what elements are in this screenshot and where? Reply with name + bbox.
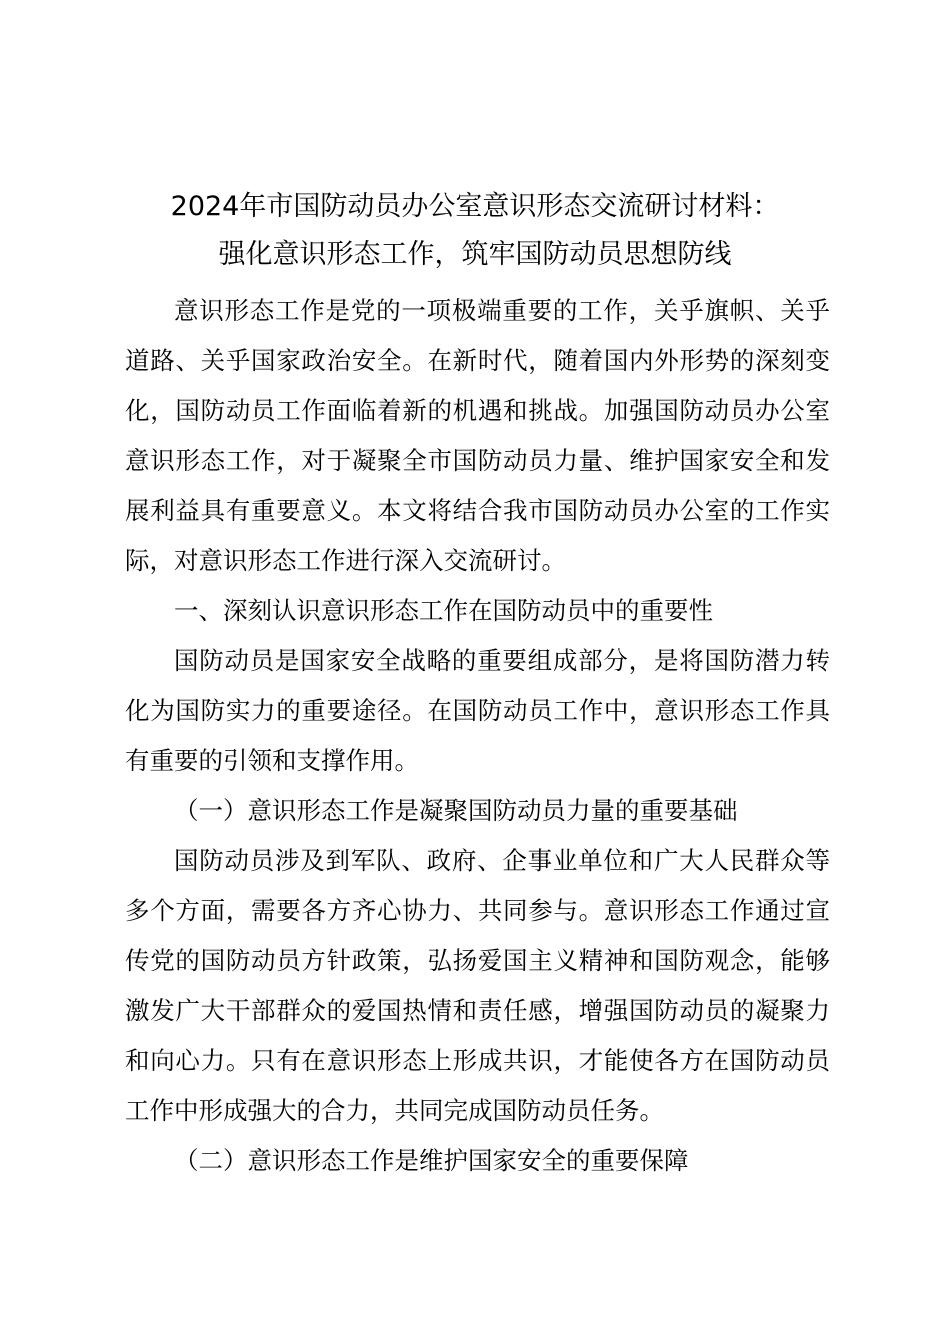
body-paragraph: 国防动员是国家安全战略的重要组成部分，是将国防潜力转化为国防实力的重要途径。在国防动员工作中，意识形态工作具有重要的引领和支撑作用。 (125, 646, 830, 775)
section-heading-1: 一、深刻认识意识形态工作在国防动员中的重要性 (174, 596, 713, 625)
document-title-line-2: 强化意识形态工作，筑牢国防动员思想防线 (218, 239, 732, 270)
document-body (125, 286, 830, 1186)
intro-paragraph: 意识形态工作是党的一项极端重要的工作，关乎旗帜、关乎道路、关乎国家政治安全。在新时代，随着国内外形势的深刻变化，国防动员工作面临着新的机遇和挑战。加强国防动员办公室意识形态工作，对于凝聚全市国防动员力量、维护国家安全和发展利益具有重要意义。本文将结合我市国防动员办公室的工作实际，对意识形态工作进行深入交流研讨。 (125, 296, 830, 575)
subsection-heading-1: （一）意识形态工作是凝聚国防动员力量的重要基础 (174, 796, 738, 825)
body-paragraph: 国防动员涉及到军队、政府、企事业单位和广大人民群众等多个方面，需要各方齐心协力、共同参与。意识形态工作通过宣传党的国防动员方针政策，弘扬爱国主义精神和国防观念，能够激发广大干部群众的爱国热情和责任感，增强国防动员的凝聚力和向心力。只有在意识形态上形成共识，才能使各方在国防动员工作中形成强大的合力，共同完成国防动员任务。 (125, 846, 830, 1125)
subsection-heading-2: （二）意识形态工作是维护国家安全的重要保障 (174, 1146, 689, 1175)
document-title-line-1: 2024年市国防动员办公室意识形态交流研讨材料： (170, 191, 780, 222)
